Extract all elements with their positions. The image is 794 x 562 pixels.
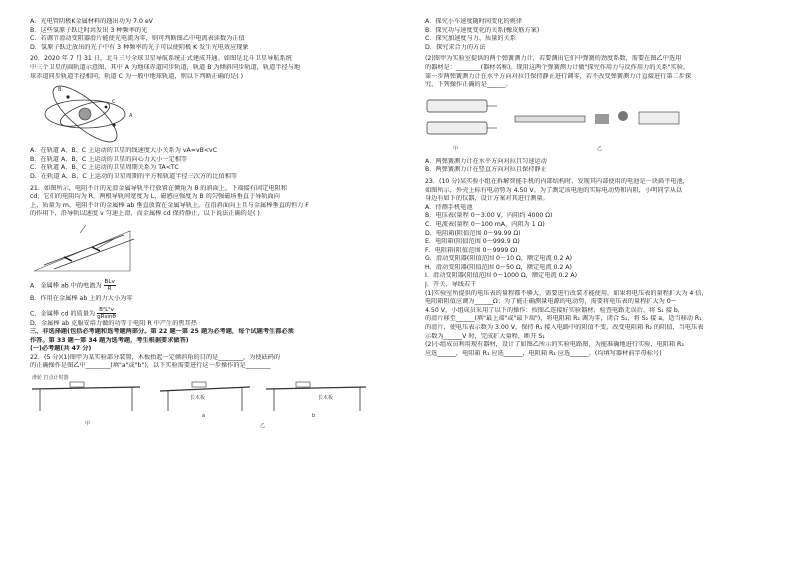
q23-item-a: A．待测手机电池: [425, 203, 473, 211]
q23-item-c: C．电流表(量程 0～100 mA，内阻为 1 Ω): [425, 220, 545, 228]
q20-stem-line: 20．2020 年 7 月 31 日，北斗三号全球卫星导航系统正式建成开通。如图是北斗卫星导航系统: [30, 55, 292, 63]
q21-option-b: B．作用在金属棒 ab 上的力大小为零: [30, 294, 133, 302]
q19-option-c: C．若调节滑动变阻器滑片能使光电流为零，则可判断图乙中电流表读数为正值: [30, 35, 245, 43]
q23-item-g: G．滑动变阻器(阻值范围 0～10 Ω，额定电流 0.2 A): [425, 255, 573, 263]
q19-option-a: A．光电管阴极K金属材料的逸出功为 7.0 eV: [30, 18, 153, 25]
q20-option-c: C．在轨道 A、B、C 上运动的卫星周期关系为 TA<TC: [30, 164, 179, 172]
q23-part1-line: 示数为______V 时，完成扩大量程，断开 S₁: [425, 332, 545, 340]
q23-part2-line: (2)小组成员利用现有器材，设计了如图乙所示的实验电路图，为能准确地进行实验，电阻箱 R₂: [425, 341, 684, 349]
q21-stem-line: cd，它们的电阻均为 R。两根导轨间宽度为 L，磁感应强度为 B 的匀强磁场垂直于导轨面向: [30, 193, 280, 201]
spring-scale-1: [427, 100, 487, 112]
q22-option-b: B．探究功与速度变化的关系(橡皮筋方案): [425, 26, 540, 34]
q19-option-d: D．氢原子跃迁放出的光子中有 3 种频率的光子可以使阴极 K 发生光电效应现象: [30, 43, 249, 51]
incline-rail-diagram: [30, 221, 150, 277]
board-b: [266, 387, 366, 389]
q22-option-d: D．探究求合力的方法: [425, 43, 486, 51]
q23-item-e: E．电阻箱(阻值范围 0～999.9 Ω): [425, 238, 520, 246]
caption-b: 长木板: [318, 395, 334, 402]
q23-stem-line: 身边有如下的仪器，设计方案对其进行测量。: [425, 195, 549, 203]
q19-option-b: B．这些氢原子跃迁时共发出 3 种频率的光: [30, 26, 148, 34]
satellite-b: [66, 96, 69, 99]
rod-cd: [64, 257, 72, 261]
label-jia: 甲: [453, 145, 459, 152]
q21-option-d: D．金属棒 ab 克服安培力做的功等于电阻 R 中产生的焦耳热: [30, 319, 197, 327]
q23-stem-line: 如图所示，外壳上标有电动势为 4.50 V。为了测定该电池的实际电动势和内阻，小明同学从以: [425, 186, 683, 194]
right-column: [425, 18, 765, 358]
q23-item-j: J．开关、导线若干: [425, 281, 477, 289]
weight: [595, 114, 609, 124]
label-jia: 甲: [85, 421, 91, 428]
q23-part1-line: 电阻箱阻值应调为______Ω；为了能正确测量电源的电动势，需要将电压表的量程扩大为 0～: [425, 298, 677, 306]
q23-item-h: H．滑动变阻器(阻值范围 0～50 Ω，额定电流 0.2 A): [425, 263, 572, 271]
q21-stem-line: 上，质量为 m、电阻不计的金属棒 ab 垂直放置在金属导轨上。在沿斜面向上且与金属棒垂直的恒力 F: [30, 201, 309, 209]
spring-scale-figure: [425, 92, 765, 156]
q22-part2-option-a: A．两弹簧测力计在水平方向对拉且匀速运动: [425, 157, 547, 165]
q23-part1-line: 4.50 V，小组成员采用了以下的操作：按图乙连接好实验器材，检查电路无误后，将 S₁ 接 b，: [425, 306, 684, 314]
q22-part2-line: (2)图甲为实验室提供的两个弹簧测力计，若要测出它们中弹簧的劲度系数，需要在图乙中选用: [425, 55, 682, 63]
q22-part2-line: 第一步两弹簧测力计在水平方向对拉且保持静止进行调零，若不改变弹簧测力计直接进行第二步探: [425, 72, 692, 80]
q22-option-c: C．探究加速度与力、质量的关系: [425, 35, 516, 43]
apparatus-diagram: [30, 373, 382, 431]
label-b: B: [58, 87, 62, 94]
spring-scale-diagram: [425, 92, 765, 156]
ruler: [515, 116, 585, 122]
q20-option-b: B．在轨道 A、B、C 上运动的卫星的向心力大小一定相等: [30, 155, 188, 163]
q23-part2-line: 应选______，电阻箱 R₁ 应选______，电阻箱 R₁ 应选______。(均填写器材前字母标号): [425, 349, 662, 357]
q23-part1-line: (1)实验室所提供的电压表的量程都不够大，需要进行改装才能使用，如果将电压表的量程扩大为 4 倍，: [425, 289, 708, 297]
q20-stem-line: 中三个卫星的圆轨道示意图，其中 A 为地球赤道同步轨道，轨道 B 为倾斜同步轨道，轨道半径与地: [30, 63, 301, 71]
q22-option-a: A．探究小车速度随时间变化的规律: [425, 18, 523, 25]
label-yi: 乙: [260, 423, 266, 430]
stopwatch-box: [639, 112, 679, 124]
q21-option-c: C．金属棒 cd 的质量为 $\frac{\text{B²L²v}}{gRsin\theta}$: [30, 306, 116, 320]
satellite-a: [112, 124, 115, 127]
q20-orbit-figure: [30, 83, 382, 145]
q21-option-a: A．金属棒 ab 中的电流为 $\frac{\text{BLv}}{R}$: [30, 278, 115, 292]
section-3-heading: 三、非选择题(包括必考题和选考题两部分。第 22 题～第 25 题为必考题，每个试题考生都必须: [30, 328, 294, 336]
cart-a: [192, 382, 206, 387]
q23-item-d: D．电阻箱(阻值范围 0～99.99 Ω): [425, 229, 521, 237]
q22-part2-line: 究，下列操作正确的是______。: [425, 81, 512, 89]
fraction-a: $\frac{\text{BLv}}{R}$: [104, 278, 115, 292]
q20-option-d: D．在轨道 A、B、C 上运动的卫星周期的平方和轨道半径三次方的比值相等: [30, 172, 238, 180]
q22-part2-line: 的器材是：________(器材名称)。现用这两个弹簧测力计做"探究作用力与反作用力的关系"实验，: [425, 63, 690, 71]
q23-part1-line: 的滑片移至______(填"最上端"或"最下端")，将电阻箱 R₂ 调为零，闭合 S₁，将 S₂ 接 a，适当移动 R₁: [425, 315, 702, 323]
caption-jia: 滑轮 打点计时器: [32, 375, 69, 382]
q23-item-b: B．电压表(量程 0～3.00 V，内阻约 4000 Ω): [425, 212, 553, 220]
q22-apparatus-figure: [30, 373, 382, 431]
board-a: [160, 387, 250, 391]
label-a: a: [202, 413, 206, 420]
orbit-diagram: [30, 83, 150, 145]
field-arrow: [80, 225, 86, 233]
label-c: C: [112, 99, 116, 106]
earth: [79, 108, 91, 120]
q22-part2-option-b: B．两弹簧测力计在竖直方向对拉且保持静止: [425, 166, 547, 174]
q22-stem-line: 22．(5 分)(1)图甲为某实验部分装置，木板抬起一定倾斜角的目的是________，为使砝码的: [30, 353, 281, 361]
label-b: b: [312, 413, 316, 420]
satellite-c: [105, 106, 108, 109]
q23-item-i: I．滑动变阻器(阻值范围 0～1000 Ω，额定电流 0.2 A): [425, 272, 578, 280]
q22-stem-line: 的正确操作是图乙中________(填"a"或"b")，以下实验需要进行这一步操作的是________: [30, 362, 271, 370]
q21-stem-line: 21．如图所示，电阻不计的光滑金属导轨平行放置在倾角为 θ 的斜面上，下端接有固定电阻和: [30, 184, 287, 192]
sub-section-heading: (一)必考题(共 47 分): [30, 345, 92, 353]
q23-part1-line: 的滑片，使电压表示数为 3.00 V，保持 R₁ 接入电路中的阻值不变，改变电阻箱 R₂ 的阻值，当电压表: [425, 324, 704, 332]
q21-rail-figure: [30, 221, 382, 277]
label-a: A: [129, 113, 133, 120]
spring-scale-2: [427, 122, 487, 134]
fraction-c: $\frac{\text{B²L²v}}{gRsin\theta}$: [97, 306, 116, 320]
q21-stem-line: 的作用下，沿导轨以速度 v 匀速上滑，而金属棒 cd 保持静止，以下说法正确的是( ): [30, 210, 260, 218]
rail-1: [44, 235, 124, 265]
q23-item-f: F．电阻箱(阻值范围 0～9999 Ω): [425, 246, 518, 254]
weight-round: [618, 111, 628, 121]
section-3-heading: 作答。第 33 题～第 34 题为选考题，考生根据要求做答): [30, 336, 189, 344]
caption-a: 长木板: [190, 395, 206, 402]
board-jia: [32, 387, 140, 389]
left-column: [30, 18, 382, 433]
q23-stem-line: 23．(10 分)某实验小组在拆解智能手机的内部结构时，发现其内部使用的电池是一块扁平电池，: [425, 177, 689, 185]
cart-jia: [70, 382, 84, 387]
q20-stem-line: 球赤道同步轨道半径相同，轨道 C 为一般中地球轨道，则以下判断正确的是( ): [30, 72, 244, 80]
label-yi: 乙: [597, 145, 603, 152]
rail-2: [54, 239, 134, 269]
q20-option-a: A．在轨道 A、B、C 上运动的卫星的线速度大小关系为 vA=vB<vC: [30, 147, 218, 155]
cart-b: [296, 382, 310, 387]
